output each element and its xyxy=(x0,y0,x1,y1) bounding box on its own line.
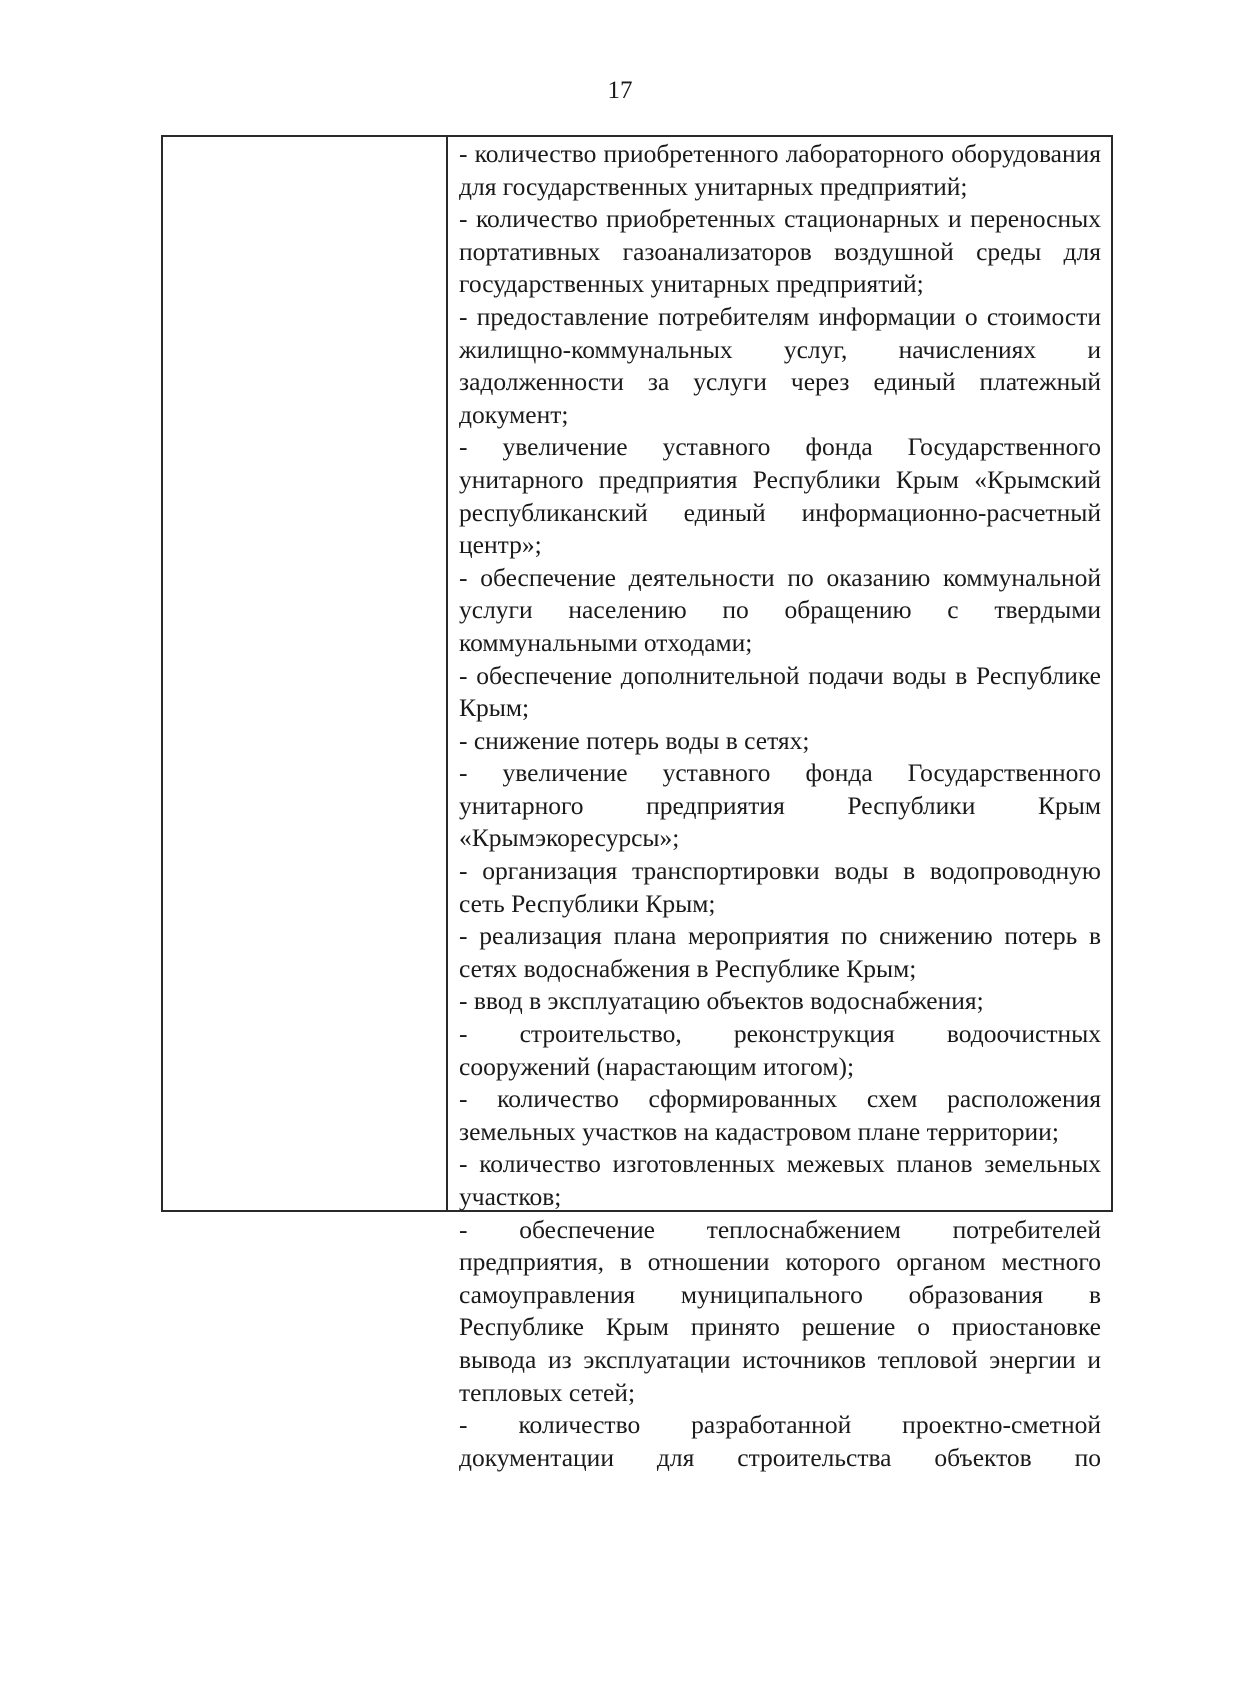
table-left-cell xyxy=(163,137,448,1210)
list-item: - количество приобретенного лабораторного оборудования для государственных унитарных предприятий; xyxy=(459,139,1101,201)
table-right-cell xyxy=(448,137,1111,1472)
list-item: - ввод в эксплуатацию объектов водоснабжения; xyxy=(459,986,984,1016)
list-item: - обеспечение теплоснабжением потребителей предприятия, в отношении которого органом местного самоуправления муниципального образования в Республике Крым принято решение о приостановке вывода из эксплуатации источников тепловой энергии и тепловых сетей; xyxy=(459,1214,1101,1407)
list-item: - предоставление потребителям информации о стоимости жилищно-коммунальных услуг, начислениях и задолженности за услуги через единый платежный документ; xyxy=(459,301,1101,429)
list-item: - увеличение уставного фонда Государственного унитарного предприятия Республики Крым «Крымский республиканский единый информационно-расчетный центр»; xyxy=(459,432,1101,560)
document-table xyxy=(161,135,1113,1472)
list-item: - количество изготовленных межевых планов земельных участков; xyxy=(459,1149,1101,1211)
list-item: - строительство, реконструкция водоочистных сооружений (нарастающим итогом); xyxy=(459,1019,1101,1081)
list-item: - количество сформированных схем расположения земельных участков на кадастровом плане территории; xyxy=(459,1084,1101,1146)
list-item: - количество приобретенных стационарных и переносных портативных газоанализаторов воздушной среды для государственных унитарных предприятий; xyxy=(459,204,1101,299)
list-item: - реализация плана мероприятия по снижению потерь в сетях водоснабжения в Республике Крым; xyxy=(459,921,1101,983)
list-item: - количество разработанной проектно-сметной документации для строительства объектов по xyxy=(459,1410,1101,1472)
page-number: 17 xyxy=(607,77,633,104)
list-item: - увеличение уставного фонда Государственного унитарного предприятия Республики Крым «Крымэкоресурсы»; xyxy=(459,758,1101,853)
list-item: - обеспечение дополнительной подачи воды в Республике Крым; xyxy=(459,660,1101,723)
list-item: - снижение потерь воды в сетях; xyxy=(459,725,810,755)
list-item: - обеспечение деятельности по оказанию коммунальной услуги населению по обращению с твердыми коммунальными отходами; xyxy=(459,562,1101,657)
list-item: - организация транспортировки воды в водопроводную сеть Республики Крым; xyxy=(459,856,1101,918)
